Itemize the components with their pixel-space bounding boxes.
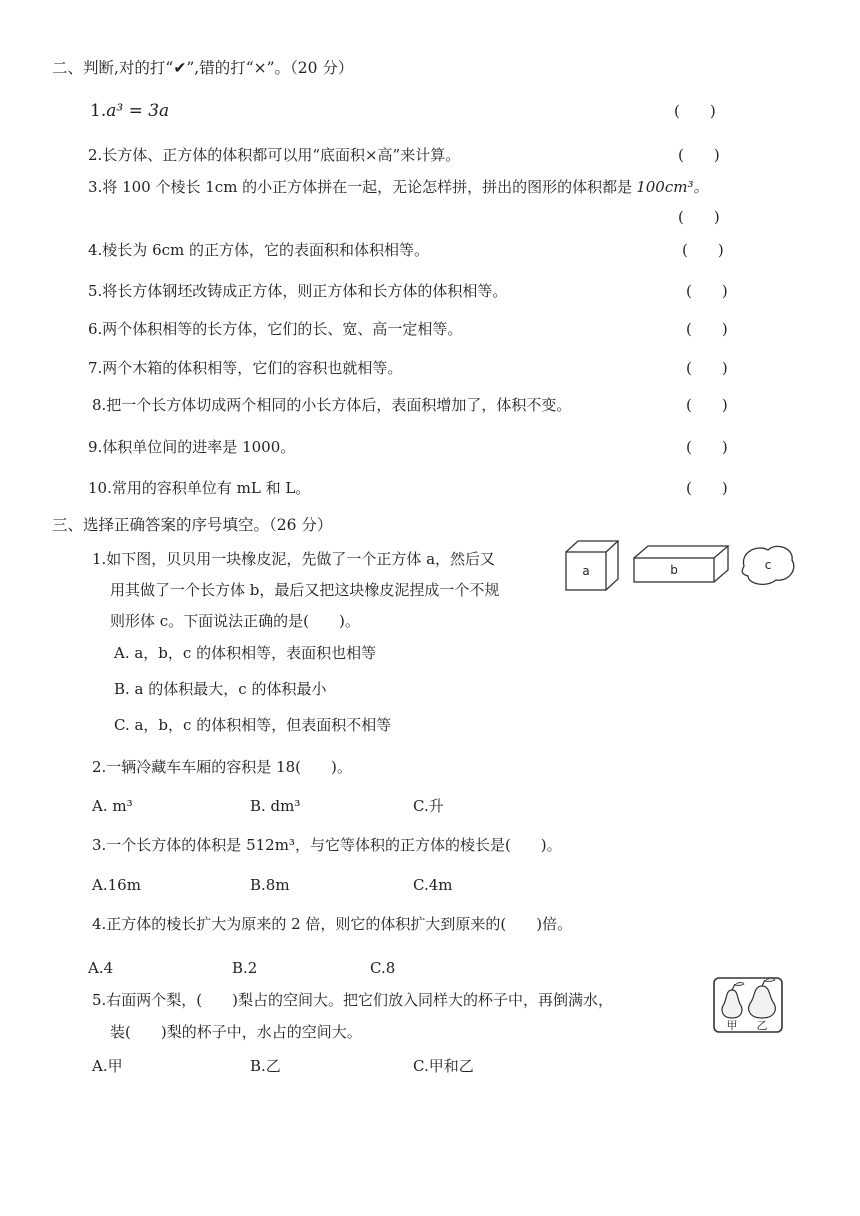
choice-q5-option-c[interactable]: C.甲和乙 xyxy=(413,1057,474,1075)
question-4: 4.棱长为 6cm 的正方体，它的表面积和体积相等。 xyxy=(88,241,430,259)
question-7: 7.两个木箱的体积相等，它们的容积也就相等。 xyxy=(88,359,403,377)
choice-q5-line1: 5.右面两个梨，( )梨占的空间大。把它们放入同样大的杯子中，再倒满水， xyxy=(92,991,614,1009)
choice-q2: 2.一辆冷藏车车厢的容积是 18( )。 xyxy=(92,758,352,776)
formula: a³ = 3a xyxy=(106,101,170,121)
question-2: 2.长方体、正方体的体积都可以用“底面积×高”来计算。 xyxy=(88,146,461,164)
question-10: 10.常用的容积单位有 mL 和 L。 xyxy=(88,479,311,497)
choice-q4-option-c[interactable]: C.8 xyxy=(370,959,396,977)
answer-paren-9[interactable]: ( ) xyxy=(686,438,728,456)
choice-q4-option-a[interactable]: A.4 xyxy=(88,959,114,977)
section2-heading: 二、判断,对的打“✔”,错的打“×”。（20 分） xyxy=(52,59,354,77)
choice-q3-option-a[interactable]: A.16m xyxy=(92,876,141,894)
cube-a-label: a xyxy=(582,564,590,578)
blob-c-label: c xyxy=(764,558,772,572)
answer-paren-3[interactable]: ( ) xyxy=(678,208,720,226)
choice-q3-option-b[interactable]: B.8m xyxy=(250,876,290,894)
choice-q3-option-c[interactable]: C.4m xyxy=(413,876,453,894)
question-number: 1. xyxy=(90,101,107,121)
pear-yi-icon xyxy=(749,986,776,1018)
choice-q1-option-a[interactable]: A. a，b，c 的体积相等，表面积也相等 xyxy=(114,644,377,662)
cuboid-b-label: b xyxy=(670,563,678,577)
question-3-text: 3.将 100 个棱长 1cm 的小正方体拼在一起，无论怎样拼，拼出的图形的体积都是 xyxy=(88,178,633,196)
choice-q4-option-b[interactable]: B.2 xyxy=(232,959,258,977)
choice-q1-option-b[interactable]: B. a 的体积最大，c 的体积最小 xyxy=(114,680,327,698)
choice-q2-option-b[interactable]: B. dm³ xyxy=(250,797,301,815)
question-8: 8.把一个长方体切成两个相同的小长方体后，表面积增加了，体积不变。 xyxy=(92,396,572,414)
choice-q5-option-b[interactable]: B.乙 xyxy=(250,1057,281,1075)
choice-q2-option-c[interactable]: C.升 xyxy=(413,797,444,815)
answer-paren-4[interactable]: ( ) xyxy=(682,241,724,259)
answer-paren-6[interactable]: ( ) xyxy=(686,320,728,338)
choice-q1-line2: 用其做了一个长方体 b，最后又把这块橡皮泥捏成一个不规 xyxy=(110,581,500,599)
choice-q2-option-a[interactable]: A. m³ xyxy=(92,797,133,815)
question-3 xyxy=(88,177,708,197)
answer-paren-5[interactable]: ( ) xyxy=(686,282,728,300)
choice-q1-option-c[interactable]: C. a，b，c 的体积相等，但表面积不相等 xyxy=(114,716,392,734)
question-9: 9.体积单位间的进率是 1000。 xyxy=(88,438,296,456)
choice-q1-line3: 则形体 c。下面说法正确的是( )。 xyxy=(110,612,360,630)
choice-q4: 4.正方体的棱长扩大为原来的 2 倍，则它的体积扩大到原来的( )倍。 xyxy=(92,915,573,933)
answer-paren-8[interactable]: ( ) xyxy=(686,396,728,414)
figure-shapes-abc xyxy=(562,538,802,598)
choice-q5-line2: 装( )梨的杯子中，水占的空间大。 xyxy=(110,1023,362,1041)
answer-paren-7[interactable]: ( ) xyxy=(686,359,728,377)
answer-paren-1[interactable]: ( ) xyxy=(674,102,716,120)
answer-paren-2[interactable]: ( ) xyxy=(678,146,720,164)
pear-jia-label: 甲 xyxy=(726,1019,738,1032)
answer-paren-10[interactable]: ( ) xyxy=(686,479,728,497)
question-1 xyxy=(90,101,169,121)
question-3-unit: 100cm³。 xyxy=(636,178,709,196)
choice-q1-line1: 1.如下图，贝贝用一块橡皮泥，先做了一个正方体 a，然后又 xyxy=(92,550,496,568)
question-6: 6.两个体积相等的长方体，它们的长、宽、高一定相等。 xyxy=(88,320,463,338)
question-5: 5.将长方体钢坯改铸成正方体，则正方体和长方体的体积相等。 xyxy=(88,282,508,300)
section3-heading: 三、选择正确答案的序号填空。（26 分） xyxy=(52,516,333,534)
pear-jia-icon xyxy=(722,990,742,1018)
pear-yi-label: 乙 xyxy=(756,1019,768,1032)
choice-q3: 3.一个长方体的体积是 512m³，与它等体积的正方体的棱长是( )。 xyxy=(92,836,562,854)
choice-q5-option-a[interactable]: A.甲 xyxy=(92,1057,123,1075)
figure-two-pears xyxy=(712,976,786,1036)
